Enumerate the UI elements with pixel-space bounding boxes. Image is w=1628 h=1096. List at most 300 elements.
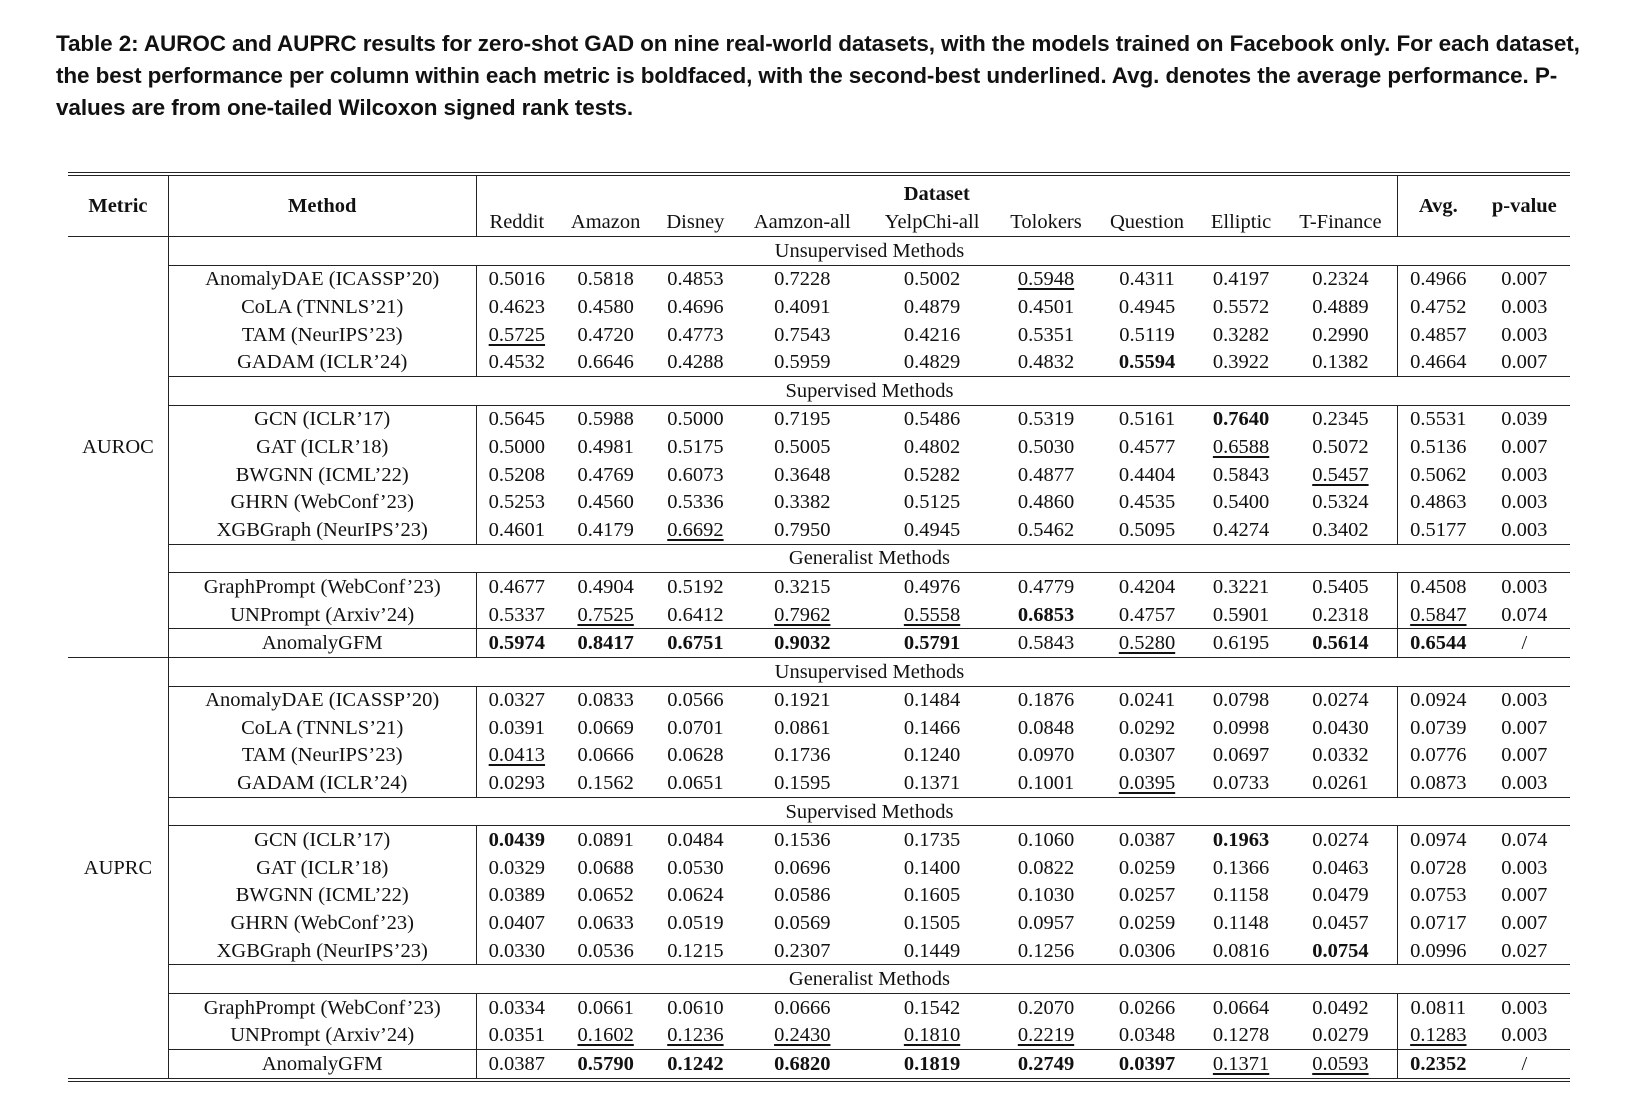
value-cell	[476, 742, 557, 770]
section-title: Supervised Methods	[168, 376, 1570, 405]
value-cell	[654, 348, 737, 376]
value-text: 0.5136	[1410, 435, 1467, 458]
value-cell	[476, 321, 557, 349]
value-text: 0.1240	[903, 744, 961, 767]
value-cell	[868, 714, 997, 742]
value-cell	[1284, 433, 1398, 461]
value-cell	[654, 265, 737, 293]
value-text: 0.1876	[1017, 689, 1075, 712]
value-text: 0.1236	[667, 1024, 724, 1047]
value-cell	[996, 769, 1095, 797]
results-table	[68, 172, 1570, 1082]
value-text: 0.2307	[774, 939, 831, 962]
value-text: 0.0430	[1312, 716, 1369, 739]
value-cell	[737, 826, 868, 854]
value-cell	[1096, 769, 1199, 797]
pvalue-cell: 0.007	[1501, 716, 1548, 739]
value-cell	[476, 433, 557, 461]
header-dataset-tolokers: Tolokers	[996, 208, 1095, 237]
value-cell	[737, 994, 868, 1022]
value-cell	[1284, 826, 1398, 854]
value-cell	[1198, 714, 1284, 742]
value-text: 0.4720	[577, 323, 634, 346]
value-text: 0.5095	[1118, 518, 1176, 541]
value-cell	[1096, 265, 1199, 293]
value-text: 0.3215	[774, 575, 831, 598]
value-text: 0.4853	[667, 268, 724, 291]
value-text: 0.2345	[1312, 408, 1369, 431]
value-cell	[868, 516, 997, 544]
value-text: 0.7195	[774, 408, 831, 431]
value-text: 0.4966	[1410, 268, 1467, 291]
value-text: 0.5847	[1410, 603, 1467, 626]
value-text: 0.0407	[488, 912, 546, 935]
value-cell	[1096, 461, 1199, 489]
value-cell	[654, 909, 737, 937]
value-cell	[996, 882, 1095, 910]
header-dataset-yelpchi-all: YelpChi-all	[868, 208, 997, 237]
value-cell	[476, 405, 557, 433]
value-text: 0.5119	[1119, 323, 1175, 346]
table-row	[68, 909, 1570, 937]
value-text: 0.0351	[488, 1024, 546, 1047]
value-text: 0.2324	[1312, 268, 1369, 291]
value-cell	[654, 321, 737, 349]
value-cell	[1284, 769, 1398, 797]
value-text: 0.5988	[577, 408, 634, 431]
value-text: 0.4696	[667, 295, 724, 318]
method-name: XGBGraph (NeurIPS’23)	[168, 937, 476, 965]
value-text: 0.5790	[577, 1053, 634, 1076]
value-text: 0.4288	[667, 351, 724, 374]
value-cell	[1096, 1022, 1199, 1050]
avg-cell	[1398, 769, 1479, 797]
value-text: 0.5208	[488, 463, 546, 486]
value-cell	[1096, 826, 1199, 854]
value-text: 0.0279	[1312, 1024, 1369, 1047]
value-text: 0.4664	[1410, 351, 1467, 374]
value-text: 0.1562	[577, 772, 634, 795]
avg-cell	[1398, 488, 1479, 516]
value-text: 0.5324	[1312, 491, 1369, 514]
value-cell	[737, 265, 868, 293]
value-cell	[868, 433, 997, 461]
value-text: 0.1242	[667, 1053, 724, 1076]
value-text: 0.6751	[667, 632, 724, 655]
value-text: 0.0332	[1312, 744, 1369, 767]
value-text: 0.0628	[667, 744, 724, 767]
value-text: 0.9032	[774, 632, 831, 655]
value-cell	[737, 909, 868, 937]
value-cell	[737, 348, 868, 376]
value-text: 0.0334	[488, 996, 546, 1019]
value-cell	[868, 629, 997, 658]
value-cell	[1198, 348, 1284, 376]
value-cell	[996, 293, 1095, 321]
section-row	[68, 965, 1570, 994]
value-text: 0.0257	[1118, 884, 1176, 907]
value-cell	[476, 1050, 557, 1080]
pvalue-cell: 0.007	[1501, 884, 1548, 907]
value-text: 0.0753	[1410, 884, 1467, 907]
pvalue-cell: 0.003	[1501, 295, 1548, 318]
avg-cell	[1398, 909, 1479, 937]
value-text: 0.5486	[903, 408, 961, 431]
section-title: Supervised Methods	[168, 797, 1570, 826]
value-text: 0.4863	[1410, 491, 1467, 514]
value-text: 0.8417	[577, 632, 634, 655]
value-text: 0.6646	[577, 351, 634, 374]
value-cell	[654, 405, 737, 433]
value-cell	[1284, 321, 1398, 349]
value-cell	[737, 742, 868, 770]
value-cell	[1284, 461, 1398, 489]
value-text: 0.4860	[1017, 491, 1075, 514]
value-text: 0.0292	[1118, 716, 1176, 739]
value-cell	[1198, 265, 1284, 293]
value-text: 0.7640	[1212, 408, 1270, 431]
value-cell	[476, 488, 557, 516]
value-cell	[654, 714, 737, 742]
value-text: 0.0697	[1212, 744, 1270, 767]
header-dataset-aamzon-all: Aamzon-all	[737, 208, 868, 237]
value-cell	[1198, 909, 1284, 937]
value-cell	[868, 994, 997, 1022]
value-cell	[1198, 686, 1284, 714]
value-cell	[557, 909, 654, 937]
value-cell	[476, 265, 557, 293]
value-text: 0.0633	[577, 912, 634, 935]
value-cell	[1096, 994, 1199, 1022]
section-row	[68, 376, 1570, 405]
value-cell	[996, 826, 1095, 854]
value-text: 0.1400	[903, 856, 961, 879]
value-cell	[868, 573, 997, 601]
value-cell	[1198, 321, 1284, 349]
value-cell	[557, 573, 654, 601]
value-text: 0.2990	[1312, 323, 1369, 346]
value-text: 0.0822	[1017, 856, 1075, 879]
header-dataset-elliptic: Elliptic	[1198, 208, 1284, 237]
method-name: GCN (ICLR’17)	[168, 826, 476, 854]
value-cell	[996, 265, 1095, 293]
value-cell	[476, 994, 557, 1022]
value-text: 0.0395	[1118, 772, 1176, 795]
value-cell	[557, 293, 654, 321]
value-cell	[557, 321, 654, 349]
avg-cell	[1398, 937, 1479, 965]
value-text: 0.0266	[1118, 996, 1176, 1019]
value-text: 0.5351	[1017, 323, 1075, 346]
value-text: 0.5319	[1017, 408, 1075, 431]
avg-cell	[1398, 601, 1479, 629]
value-cell	[737, 573, 868, 601]
value-text: 0.1449	[903, 939, 961, 962]
value-text: 0.4216	[903, 323, 961, 346]
value-cell	[868, 601, 997, 629]
value-cell	[1284, 601, 1398, 629]
table-row	[68, 433, 1570, 461]
value-text: 0.7962	[774, 603, 831, 626]
value-cell	[654, 742, 737, 770]
value-cell	[737, 433, 868, 461]
value-cell	[1198, 516, 1284, 544]
value-cell	[557, 629, 654, 658]
value-text: 0.0688	[577, 856, 634, 879]
value-cell	[476, 601, 557, 629]
value-cell	[1096, 937, 1199, 965]
value-text: 0.5457	[1312, 463, 1369, 486]
value-text: 0.1484	[903, 689, 961, 712]
value-text: 0.5405	[1312, 575, 1369, 598]
value-text: 0.0329	[488, 856, 546, 879]
value-cell	[996, 573, 1095, 601]
value-text: 0.4889	[1312, 295, 1369, 318]
value-text: 0.3282	[1212, 323, 1270, 346]
value-cell	[1284, 909, 1398, 937]
value-text: 0.0733	[1212, 772, 1270, 795]
value-cell	[476, 686, 557, 714]
value-text: 0.1148	[1213, 912, 1269, 935]
value-cell	[737, 937, 868, 965]
pvalue-cell: /	[1479, 629, 1570, 658]
table-row	[68, 1022, 1570, 1050]
value-text: 0.4508	[1410, 575, 1467, 598]
section-row	[68, 797, 1570, 826]
value-text: 0.6412	[667, 603, 724, 626]
value-cell	[996, 742, 1095, 770]
value-text: 0.0391	[488, 716, 546, 739]
header-dataset-disney: Disney	[654, 208, 737, 237]
value-cell	[868, 826, 997, 854]
method-name: TAM (NeurIPS’23)	[168, 321, 476, 349]
metric-label: AUROC	[68, 237, 168, 658]
value-text: 0.1256	[1017, 939, 1075, 962]
value-text: 0.0610	[667, 996, 724, 1019]
value-cell	[654, 488, 737, 516]
value-cell	[1198, 937, 1284, 965]
value-cell	[996, 321, 1095, 349]
pvalue-cell: 0.007	[1501, 912, 1548, 935]
value-text: 0.2352	[1410, 1053, 1467, 1076]
value-cell	[1284, 686, 1398, 714]
avg-cell	[1398, 265, 1479, 293]
value-text: 0.6195	[1212, 632, 1270, 655]
value-text: 0.0624	[667, 884, 724, 907]
value-text: 0.0413	[488, 744, 546, 767]
value-cell	[996, 601, 1095, 629]
method-name: AnomalyDAE (ICASSP’20)	[168, 686, 476, 714]
value-cell	[868, 265, 997, 293]
value-cell	[1096, 742, 1199, 770]
value-text: 0.0479	[1312, 884, 1369, 907]
value-text: 0.3221	[1212, 575, 1270, 598]
value-text: 0.1735	[903, 829, 961, 852]
table-row	[68, 461, 1570, 489]
value-text: 0.4311	[1119, 268, 1175, 291]
method-name: AnomalyDAE (ICASSP’20)	[168, 265, 476, 293]
avg-cell	[1398, 826, 1479, 854]
value-text: 0.4879	[903, 295, 961, 318]
method-name: TAM (NeurIPS’23)	[168, 742, 476, 770]
value-cell	[654, 461, 737, 489]
value-text: 0.0833	[577, 689, 634, 712]
value-text: 0.3922	[1212, 351, 1270, 374]
method-name: GAT (ICLR’18)	[168, 433, 476, 461]
value-text: 0.4769	[577, 463, 634, 486]
value-cell	[737, 488, 868, 516]
value-text: 0.1810	[903, 1024, 961, 1047]
value-text: 0.4577	[1118, 435, 1176, 458]
value-text: 0.0261	[1312, 772, 1369, 795]
value-cell	[996, 433, 1095, 461]
pvalue-cell: 0.003	[1501, 518, 1548, 541]
value-cell	[476, 826, 557, 854]
table-row	[68, 293, 1570, 321]
value-cell	[737, 882, 868, 910]
value-text: 0.0397	[1118, 1053, 1176, 1076]
method-name: UNPrompt (Arxiv’24)	[168, 1022, 476, 1050]
value-cell	[868, 321, 997, 349]
value-text: 0.5400	[1212, 491, 1270, 514]
value-cell	[476, 573, 557, 601]
value-cell	[476, 293, 557, 321]
method-name: GAT (ICLR’18)	[168, 854, 476, 882]
pvalue-cell: 0.039	[1501, 408, 1548, 431]
value-cell	[1198, 601, 1284, 629]
value-text: 0.5282	[903, 463, 961, 486]
value-cell	[1198, 1022, 1284, 1050]
value-text: 0.4623	[488, 295, 546, 318]
value-cell	[1198, 826, 1284, 854]
value-text: 0.5000	[488, 435, 546, 458]
value-text: 0.0661	[577, 996, 634, 1019]
table-row	[68, 629, 1570, 658]
value-cell	[868, 742, 997, 770]
value-cell	[737, 601, 868, 629]
value-text: 0.3402	[1312, 518, 1369, 541]
table-row	[68, 769, 1570, 797]
method-name: CoLA (TNNLS’21)	[168, 293, 476, 321]
value-cell	[1096, 714, 1199, 742]
value-text: 0.5818	[577, 268, 634, 291]
value-cell	[1096, 882, 1199, 910]
section-title: Unsupervised Methods	[168, 657, 1570, 686]
value-cell	[476, 1022, 557, 1050]
value-text: 0.0651	[667, 772, 724, 795]
pvalue-cell: 0.003	[1501, 772, 1548, 795]
avg-cell	[1398, 405, 1479, 433]
value-text: 0.1030	[1017, 884, 1075, 907]
value-text: 0.4832	[1017, 351, 1075, 374]
value-text: 0.5614	[1312, 632, 1369, 655]
value-text: 0.5062	[1410, 463, 1467, 486]
value-text: 0.0957	[1017, 912, 1075, 935]
value-text: 0.4752	[1410, 295, 1467, 318]
pvalue-cell: 0.007	[1501, 744, 1548, 767]
table-row	[68, 573, 1570, 601]
avg-cell	[1398, 686, 1479, 714]
avg-cell	[1398, 348, 1479, 376]
value-cell	[476, 461, 557, 489]
value-cell	[996, 714, 1095, 742]
value-cell	[1284, 293, 1398, 321]
value-text: 0.0891	[577, 829, 634, 852]
value-text: 0.4945	[903, 518, 961, 541]
value-cell	[557, 686, 654, 714]
value-cell	[1096, 488, 1199, 516]
value-cell	[996, 1050, 1095, 1080]
pvalue-cell: 0.003	[1501, 689, 1548, 712]
value-text: 0.4532	[488, 351, 546, 374]
value-text: 0.0739	[1410, 716, 1467, 739]
value-text: 0.6544	[1410, 632, 1467, 655]
value-cell	[868, 348, 997, 376]
value-text: 0.1382	[1312, 351, 1369, 374]
value-text: 0.4501	[1017, 295, 1075, 318]
pvalue-cell: 0.003	[1501, 491, 1548, 514]
value-text: 0.0811	[1410, 996, 1467, 1019]
value-cell	[868, 1050, 997, 1080]
section-title: Generalist Methods	[168, 965, 1570, 994]
value-cell	[557, 714, 654, 742]
value-cell	[1284, 994, 1398, 1022]
value-text: 0.4945	[1118, 295, 1176, 318]
table-row	[68, 854, 1570, 882]
value-text: 0.1466	[903, 716, 961, 739]
value-cell	[1096, 433, 1199, 461]
value-cell	[737, 686, 868, 714]
value-cell	[476, 882, 557, 910]
value-text: 0.7543	[774, 323, 831, 346]
value-text: 0.4404	[1118, 463, 1176, 486]
value-text: 0.0274	[1312, 829, 1369, 852]
table-row	[68, 742, 1570, 770]
value-text: 0.0259	[1118, 912, 1176, 935]
value-text: 0.5959	[774, 351, 831, 374]
value-cell	[868, 1022, 997, 1050]
value-cell	[868, 909, 997, 937]
value-cell	[1096, 348, 1199, 376]
value-cell	[1198, 742, 1284, 770]
value-text: 0.0389	[488, 884, 546, 907]
value-cell	[996, 516, 1095, 544]
avg-cell	[1398, 321, 1479, 349]
table-row	[68, 405, 1570, 433]
value-text: 0.3648	[774, 463, 831, 486]
table-row	[68, 488, 1570, 516]
value-cell	[557, 994, 654, 1022]
value-text: 0.0387	[1118, 829, 1176, 852]
value-cell	[868, 686, 997, 714]
avg-cell	[1398, 994, 1479, 1022]
value-cell	[1096, 405, 1199, 433]
value-cell	[476, 769, 557, 797]
value-cell	[654, 769, 737, 797]
pvalue-cell: 0.007	[1501, 351, 1548, 374]
value-cell	[557, 516, 654, 544]
pvalue-cell: 0.007	[1501, 268, 1548, 291]
value-text: 0.5948	[1017, 268, 1075, 291]
avg-cell	[1398, 293, 1479, 321]
value-cell	[868, 461, 997, 489]
value-cell	[868, 293, 997, 321]
value-text: 0.0492	[1312, 996, 1369, 1019]
value-text: 0.5572	[1212, 295, 1270, 318]
value-text: 0.0569	[774, 912, 831, 935]
value-cell	[1096, 601, 1199, 629]
value-text: 0.0307	[1118, 744, 1176, 767]
